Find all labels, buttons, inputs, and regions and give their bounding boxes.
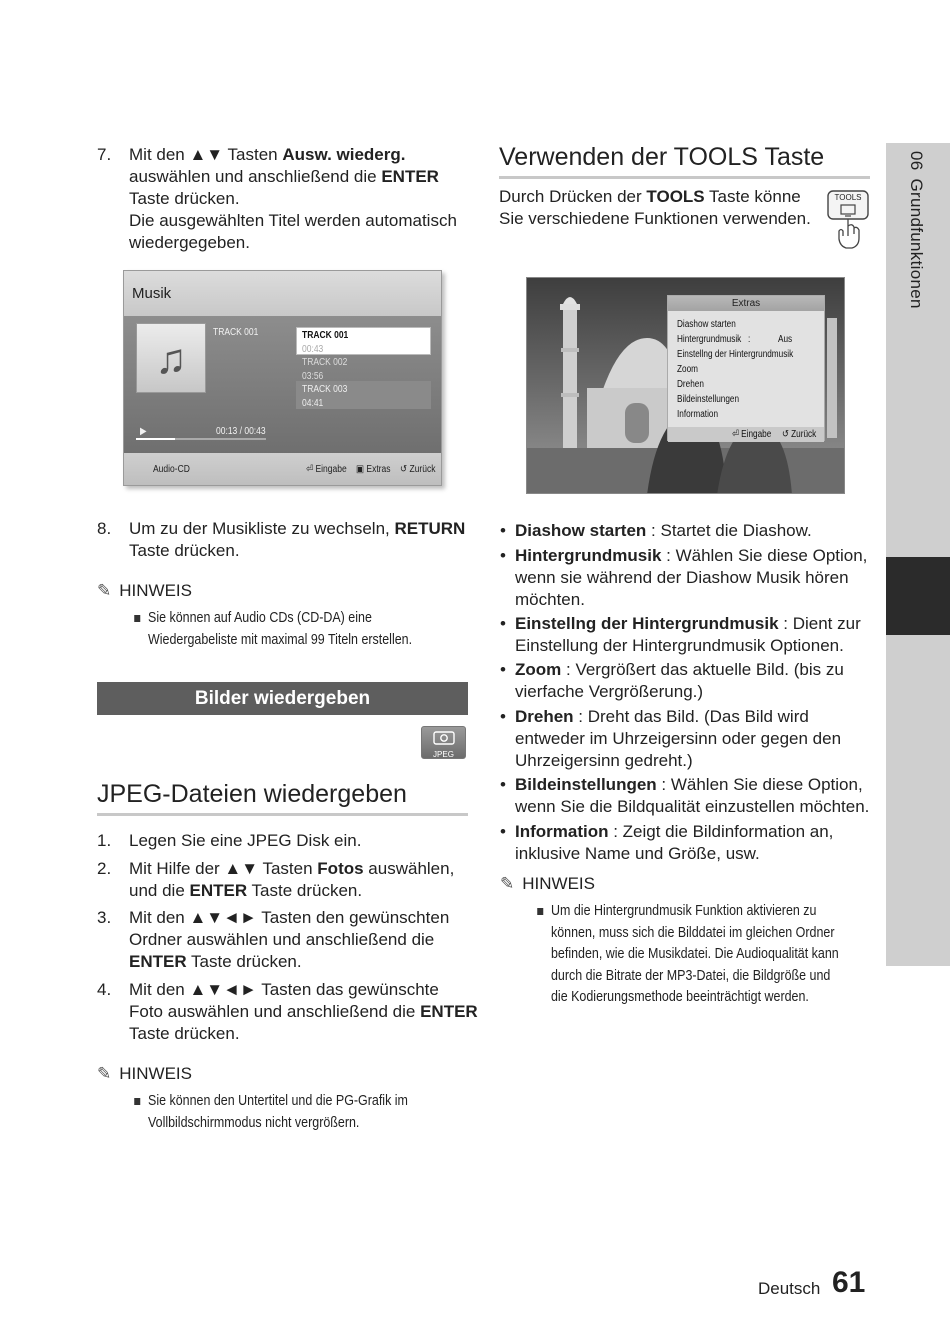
step-text: Taste drücken.	[129, 189, 240, 208]
step-text: Mit den ▲▼ Tasten	[129, 145, 283, 164]
note-line: können, muss sich die Bilddatei im gleichen Ordner	[551, 924, 835, 941]
step-keyword: Fotos	[317, 859, 364, 878]
extras-icon: ▣	[356, 464, 367, 475]
bullet-item	[500, 821, 875, 865]
note-line: die Kodierungsmethode beeinträchtigt werden.	[551, 989, 809, 1005]
jpeg-badge-label: JPEG	[433, 750, 454, 759]
bullet-term: Diashow starten	[515, 521, 647, 540]
step-text: Mit den ▲▼◄► Tasten das gewünschte	[129, 980, 439, 999]
bullet-text: : Wählen Sie diese Option,	[661, 546, 868, 565]
jpeg-badge	[421, 726, 466, 759]
intro-text: Taste könne	[704, 187, 801, 206]
extras-menu-item[interactable]: Zoom	[677, 364, 698, 375]
extras-menu-colon: :	[748, 334, 751, 345]
extras-hint[interactable]	[356, 464, 390, 475]
bullet-dot-icon: •	[500, 521, 506, 540]
heading-rule	[97, 813, 468, 816]
tools-intro	[499, 186, 819, 230]
back-label: Zurück	[409, 464, 436, 475]
bullet-text: : Vergrößert das aktuelle Bild. (bis zu	[561, 660, 844, 679]
page-number: 61	[832, 1266, 866, 1299]
bullet-dot-icon: •	[500, 546, 506, 565]
bullet-text: : Dreht das Bild. (Das Bild wird	[573, 707, 809, 726]
step-text: Die ausgewählten Titel werden automatisch	[129, 211, 457, 230]
note-line: durch die Bitrate der MP3-Datei, die Bildgröße und	[551, 967, 831, 984]
enter-hint[interactable]	[732, 429, 771, 440]
bullet-text: möchten.	[515, 590, 585, 609]
step-text: Foto auswählen und anschließend die	[129, 1002, 421, 1021]
step-keyword: Ausw. wiederg.	[282, 145, 406, 164]
track-name[interactable]: TRACK 001	[302, 330, 349, 341]
track-name[interactable]: TRACK 003	[302, 384, 348, 395]
note-body	[551, 901, 839, 1009]
intro-keyword: TOOLS	[646, 187, 705, 206]
step-number: 8.	[97, 519, 112, 538]
bullet-term: Information	[515, 822, 609, 841]
step-keyword: ENTER	[189, 881, 248, 900]
step-keyword: RETURN	[394, 519, 466, 538]
note-heading	[500, 874, 595, 894]
track-time: 00:43	[302, 344, 324, 355]
footer-language: Deutsch	[758, 1279, 821, 1298]
music-screen	[123, 270, 442, 486]
enter-icon: ⏎	[732, 429, 742, 440]
bullet-dot-icon: •	[500, 660, 506, 679]
step-text: auswählen und anschließend die	[129, 167, 382, 186]
bullet-text: wenn Sie die Bildqualität einzustellen möchten.	[515, 797, 870, 816]
extras-menu-item[interactable]: Hintergrundmusik	[677, 334, 742, 345]
step-text: Taste drücken.	[129, 541, 240, 560]
extras-menu-item[interactable]: Drehen	[677, 379, 704, 390]
camera-icon	[433, 730, 455, 745]
step-number: 3.	[97, 908, 112, 927]
music-note-icon: ♫	[136, 323, 206, 393]
bullet-dot-icon: •	[500, 775, 506, 794]
back-icon: ↺	[782, 429, 792, 440]
jpeg-heading: JPEG-Dateien wiedergeben	[97, 780, 407, 808]
square-bullet-icon	[134, 1098, 140, 1105]
step-text: Um zu der Musikliste zu wechseln,	[129, 519, 395, 538]
extras-menu-footer	[668, 427, 824, 442]
pencil-icon: ✎	[500, 874, 515, 893]
step-keyword: ENTER	[381, 167, 439, 186]
note-line: befinden, wie die Musikdatei. Die Audioqualität kann	[551, 946, 839, 962]
bullet-text: Uhrzeigersinn gedreht.)	[515, 751, 693, 770]
track-name[interactable]: TRACK 002	[302, 357, 348, 368]
intro-text: Durch Drücken der	[499, 187, 647, 206]
bullet-text: wenn sie während der Diashow Musik hören	[515, 568, 849, 587]
extras-menu-item[interactable]: Diashow starten	[677, 319, 736, 330]
step-text: Ordner auswählen und anschließend die	[129, 930, 435, 949]
progress-fill	[136, 438, 175, 440]
note-line: Sie können den Untertitel und die PG-Grafik im	[148, 1093, 408, 1109]
chapter-number: 06	[907, 151, 926, 171]
tools-icon-label: TOOLS	[834, 193, 862, 202]
photo-screen	[526, 277, 845, 494]
bullet-item	[500, 774, 875, 818]
extras-menu	[667, 295, 825, 441]
extras-label: Extras	[366, 464, 391, 475]
note-body	[148, 1091, 408, 1134]
note-line: Um die Hintergrundmusik Funktion aktivieren zu	[551, 903, 817, 919]
bullet-text: Einstellung der Hintergrundmusik Optionen.	[515, 636, 844, 655]
play-icon: ▶	[140, 426, 147, 437]
bullet-term: Drehen	[515, 707, 574, 726]
bullet-term: Einstellng der Hintergrundmusik	[515, 614, 779, 633]
progress-bar	[136, 438, 266, 440]
bullet-dot-icon: •	[500, 707, 506, 726]
bullet-item	[500, 613, 875, 657]
music-screen-title: Musik	[124, 271, 441, 316]
bullet-text: : Startet die Diashow.	[646, 521, 812, 540]
pencil-icon: ✎	[97, 581, 112, 600]
bullet-item	[500, 659, 875, 703]
note-heading	[97, 581, 192, 601]
current-track-label: TRACK 001	[213, 327, 259, 338]
bullet-item	[500, 545, 875, 611]
chapter-tab-label	[886, 143, 950, 966]
chapter-title: Grundfunktionen	[907, 178, 926, 309]
square-bullet-icon	[537, 908, 543, 915]
bullet-text: vierfache Vergrößerung.)	[515, 682, 704, 701]
step-number: 2.	[97, 859, 112, 878]
step-text: Taste drücken.	[186, 952, 302, 971]
note-title: HINWEIS	[522, 874, 595, 893]
step-text: Mit den ▲▼◄► Tasten den gewünschten	[129, 908, 450, 927]
bullet-dot-icon: •	[500, 614, 506, 633]
note-title: HINWEIS	[119, 581, 192, 600]
back-icon: ↺	[400, 464, 410, 475]
enter-label: Eingabe	[741, 429, 772, 440]
heading-rule	[499, 176, 870, 179]
progress-time: 00:13 / 00:43	[216, 426, 266, 437]
bullet-term: Zoom	[515, 660, 562, 679]
note-title: HINWEIS	[119, 1064, 192, 1083]
bullet-item	[500, 706, 875, 772]
enter-icon: ⏎	[306, 464, 316, 475]
step-text: wiedergegeben.	[129, 233, 250, 252]
enter-hint[interactable]	[306, 464, 347, 475]
pencil-icon: ✎	[97, 1064, 112, 1083]
extras-menu-item[interactable]: Bildeinstellungen	[677, 394, 740, 405]
step-keyword: ENTER	[129, 952, 187, 971]
bullet-text: : Wählen Sie diese Option,	[656, 775, 863, 794]
bullet-term: Hintergrundmusik	[515, 546, 662, 565]
bullet-text: entweder im Uhrzeigersinn oder gegen den	[515, 729, 842, 748]
bullet-dot-icon: •	[500, 822, 506, 841]
back-hint[interactable]	[782, 429, 816, 440]
extras-menu-value[interactable]: Aus	[778, 334, 793, 345]
extras-menu-item[interactable]: Einstellng der Hintergrundmusik	[677, 349, 794, 360]
step-text: Mit Hilfe der ▲▼ Tasten	[129, 859, 318, 878]
note-heading	[97, 1064, 192, 1084]
step-number: 7.	[97, 145, 112, 164]
step-text: Taste drücken.	[247, 881, 363, 900]
back-hint[interactable]	[400, 464, 435, 475]
bullet-term: Bildeinstellungen	[515, 775, 657, 794]
note-line: Vollbildschirmmodus nicht vergrößern.	[148, 1114, 360, 1131]
bullet-text: inklusive Name und Größe, usw.	[515, 844, 760, 863]
extras-menu-title: Extras	[668, 296, 824, 311]
track-time: 03:56	[302, 371, 324, 382]
note-line: Wiedergabeliste mit maximal 99 Titeln erstellen.	[148, 631, 413, 648]
step-number: 4.	[97, 980, 112, 999]
step-text: auswählen,	[363, 859, 455, 878]
section-bar: Bilder wiedergeben	[97, 682, 468, 715]
bullet-text: : Dient zur	[778, 614, 861, 633]
intro-text: Sie verschiedene Funktionen verwenden.	[499, 209, 811, 228]
square-bullet-icon	[134, 615, 140, 622]
enter-label: Eingabe	[315, 464, 347, 475]
bullet-text: : Zeigt die Bildinformation an,	[608, 822, 834, 841]
step-number: 1.	[97, 831, 112, 850]
source-label: Audio-CD	[153, 464, 190, 475]
tools-heading: Verwenden der TOOLS Taste	[499, 143, 825, 171]
bullet-item	[500, 520, 875, 542]
step-text: und die	[129, 881, 190, 900]
tools-button-icon	[826, 190, 870, 250]
track-time: 04:41	[302, 398, 324, 409]
back-label: Zurück	[791, 429, 817, 440]
step-keyword: ENTER	[420, 1002, 478, 1021]
step-text: Legen Sie eine JPEG Disk ein.	[129, 831, 362, 850]
note-line: Sie können auf Audio CDs (CD-DA) eine	[148, 610, 372, 626]
extras-menu-item[interactable]: Information	[677, 409, 719, 420]
step-text: Taste drücken.	[129, 1024, 240, 1043]
note-body	[148, 608, 412, 651]
